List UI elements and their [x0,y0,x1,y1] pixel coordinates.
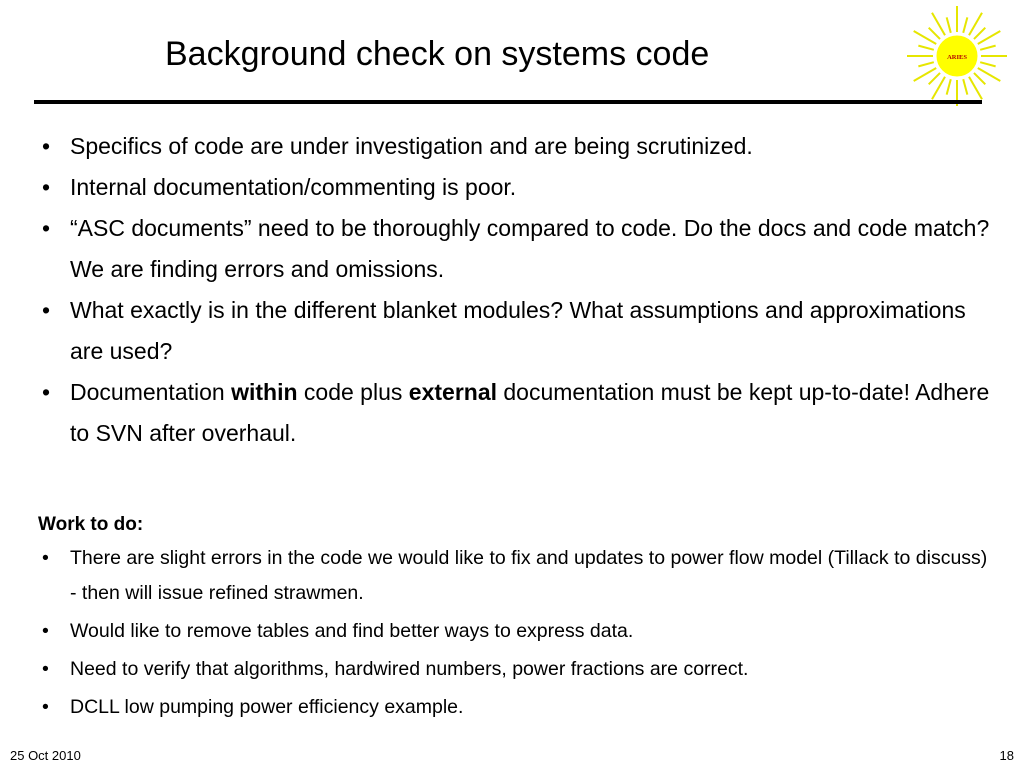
sun-ray [974,73,985,84]
bullet-item: • Internal documentation/commenting is poor. [42,174,517,200]
work-item: • Would like to remove tables and find better ways to express data. [42,620,634,642]
bullet-item: • Documentation within code plus external documentation must be kept up-to-date! Adhere to SVN after overhaul. [42,379,990,446]
emphasis-within: within [231,379,298,405]
sun-ray [918,46,933,50]
work-item: • There are slight errors in the code we would like to fix and updates to power flow model (Tillack to discuss) - then will issue refined strawmen. [42,547,988,604]
sun-ray [947,79,951,94]
sun-ray [947,17,951,32]
title-divider [34,100,982,104]
work-item: • Need to verify that algorithms, hardwired numbers, power fractions are correct. [42,658,749,680]
emphasis-external: external [408,379,497,405]
sun-ray [929,73,940,84]
sun-ray [929,28,940,39]
sun-ray [918,62,933,66]
sun-ray [980,46,995,50]
logo-text: ARIES [947,54,967,61]
slide-title: Background check on systems code [165,35,710,73]
sun-ray [974,28,985,39]
work-bullet-list [42,541,992,725]
work-item: • DCLL low pumping power efficiency example. [42,696,464,718]
sun-ray [980,62,995,66]
bullet-item: • “ASC documents” need to be thoroughly compared to code. Do the docs and code match? We are finding errors and omissions. [42,215,990,282]
page-number: 18 [999,748,1014,763]
work-to-do-heading: Work to do: [38,514,144,535]
aries-sun-logo [905,4,1009,108]
footer-date: 25 Oct 2010 [10,748,81,763]
bullet-item: • What exactly is in the different blanket modules? What assumptions and approximations are used? [42,297,966,364]
sun-ray [963,17,967,32]
bullet-item: • Specifics of code are under investigation and are being scrutinized. [42,133,753,159]
main-bullet-list [42,126,1002,454]
sun-ray [963,79,967,94]
